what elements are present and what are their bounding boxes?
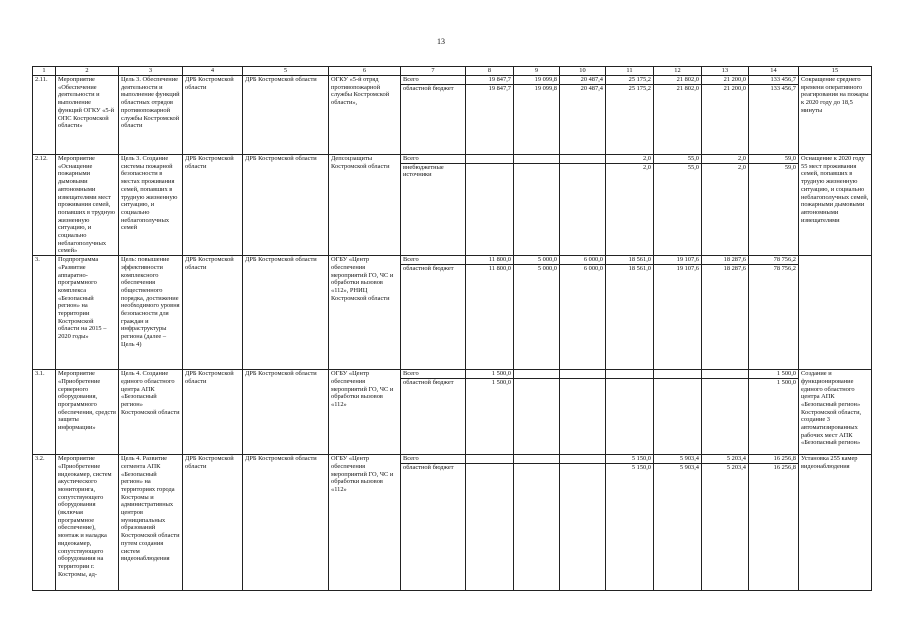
funding-source-cell — [401, 370, 466, 455]
column-header: 2 — [56, 67, 119, 76]
amount-value — [702, 378, 748, 387]
amount-cell — [749, 370, 799, 455]
amount-cell — [702, 155, 749, 256]
executor: ОГБУ «Центр обеспечения мероприятий ГО, ЧС и обработки вызовов «112» — [329, 370, 401, 455]
amount-value: 1 500,0 — [749, 378, 798, 387]
activity-name: Мероприятие «Приобретение видеокамер, систем акустического мониторинга, сопутствующего оборудования (включая программное обеспечение), монтаж и наладка видеокамер, сопутствующего оборудования на территории г. Костромы, ад- — [56, 455, 119, 591]
amount-value: 11 800,0 — [488, 256, 511, 264]
funding-source-cell — [401, 76, 466, 155]
responsible-executor: ДРБ Костромской области — [243, 155, 329, 256]
amount-cell — [466, 455, 514, 591]
responsible-executor: ДРБ Костромской области — [243, 455, 329, 591]
amount-value: 5 903,4 — [654, 463, 701, 472]
activity-name: Мероприятие «Приобретение серверного оборудования, программного обеспечения, средств защиты информации» — [56, 370, 119, 455]
funding-source: Всего — [403, 256, 419, 264]
amount-cell — [702, 256, 749, 370]
amount-value: 21 200,0 — [723, 76, 746, 83]
amount-value: 21 802,0 — [676, 76, 699, 83]
amount-value: 2,0 — [702, 163, 748, 172]
amount-value: 19 107,6 — [654, 264, 701, 273]
expected-result — [799, 256, 872, 370]
amount-value: 18 287,6 — [723, 256, 746, 264]
column-header: 14 — [749, 67, 799, 76]
amount-value: 25 175,2 — [628, 76, 651, 83]
amount-value: 78 756,2 — [749, 264, 798, 273]
amount-value: 78 756,2 — [773, 256, 796, 264]
amount-cell — [514, 155, 560, 256]
amount-cell — [560, 76, 606, 155]
row-number: 2.12. — [33, 155, 56, 256]
amount-value: 18 287,6 — [702, 264, 748, 273]
amount-value: 59,0 — [749, 163, 798, 172]
amount-value — [562, 455, 603, 463]
amount-cell — [466, 370, 514, 455]
column-number-row — [33, 67, 872, 76]
amount-value: 1 500,0 — [776, 370, 796, 378]
amount-value — [514, 163, 559, 172]
amount-value — [608, 370, 651, 378]
amount-value: 1 500,0 — [466, 378, 513, 387]
amount-cell — [749, 76, 799, 155]
amount-cell — [514, 76, 560, 155]
amount-cell — [560, 370, 606, 455]
amount-value — [468, 455, 511, 463]
responsible-executor: ДРБ Костромской области — [243, 76, 329, 155]
funding-source: Всего — [403, 455, 419, 463]
amount-cell — [749, 256, 799, 370]
column-header: 9 — [514, 67, 560, 76]
amount-value: 19 099,8 — [514, 84, 559, 93]
amount-value: 55,0 — [654, 163, 701, 172]
amount-value: 5 203,4 — [726, 455, 746, 463]
amount-value: 5 150,0 — [631, 455, 651, 463]
executor: Депсоцзащиты Костромской области — [329, 155, 401, 256]
amount-value — [516, 455, 557, 463]
amount-cell — [606, 455, 654, 591]
expected-result: Сокращение среднего времени оперативного реагирования на пожары к 2020 году до 18,5 минуты — [799, 76, 872, 155]
amount-value: 20 487,4 — [580, 76, 603, 83]
amount-value — [468, 155, 511, 163]
amount-cell — [606, 76, 654, 155]
table-row — [33, 455, 872, 591]
amount-value: 16 256,8 — [773, 455, 796, 463]
amount-value: 6 000,0 — [583, 256, 603, 264]
table-row — [33, 155, 872, 256]
amount-value — [466, 163, 513, 172]
amount-cell — [654, 370, 702, 455]
column-header: 12 — [654, 67, 702, 76]
amount-value — [514, 463, 559, 472]
table-row — [33, 370, 872, 455]
funding-source: областной бюджет — [401, 84, 465, 93]
amount-value — [704, 370, 746, 378]
amount-value — [656, 370, 699, 378]
amount-cell — [466, 256, 514, 370]
expected-result: Оснащение к 2020 году 55 мест проживания семей, попавших в трудную жизненную ситуацию, и социально неблагополучных семей, пожарными дымовыми автономными извещателями — [799, 155, 872, 256]
amount-value: 5 000,0 — [537, 256, 557, 264]
amount-value: 59,0 — [784, 155, 796, 162]
amount-cell — [654, 76, 702, 155]
responsible-executor: ДРБ Костромской области — [243, 256, 329, 370]
amount-value: 25 175,2 — [606, 84, 653, 93]
amount-value: 2,0 — [643, 155, 651, 162]
column-header: 13 — [702, 67, 749, 76]
amount-value — [562, 155, 603, 163]
amount-value: 6 000,0 — [560, 264, 605, 273]
amount-value: 21 200,0 — [702, 84, 748, 93]
row-number: 3. — [33, 256, 56, 370]
activity-name: Мероприятие «Обеспечение деятельности и выполнение функций ОГКУ «5-й ОПС Костромской области» — [56, 76, 119, 155]
amount-value — [560, 463, 605, 472]
amount-value: 11 800,0 — [466, 264, 513, 273]
activity-goal: Цель 4. Создание единого областного центра АПК «Безопасный регион» Костромской области — [119, 370, 183, 455]
amount-cell — [560, 155, 606, 256]
column-header: 7 — [401, 67, 466, 76]
column-header: 3 — [119, 67, 183, 76]
amount-cell — [749, 155, 799, 256]
funding-source-cell — [401, 155, 466, 256]
executor: ОГБУ «Центр обеспечения мероприятий ГО, ЧС и обработки вызовов «112» — [329, 455, 401, 591]
amount-value: 5 150,0 — [606, 463, 653, 472]
amount-cell — [514, 370, 560, 455]
column-header: 8 — [466, 67, 514, 76]
chief-administrator: ДРБ Костромской области — [183, 256, 243, 370]
amount-cell — [560, 455, 606, 591]
activity-goal: Цель 3. Создание системы пожарной безопасности в местах проживания семей, попавших в трудную жизненную ситуацию, и социально неблагополучных семей — [119, 155, 183, 256]
amount-value — [516, 370, 557, 378]
amount-value — [516, 155, 557, 163]
funding-source-cell — [401, 455, 466, 591]
funding-source-cell — [401, 256, 466, 370]
amount-value: 19 847,7 — [466, 84, 513, 93]
table-row — [33, 256, 872, 370]
chief-administrator: ДРБ Костромской области — [183, 76, 243, 155]
page-number: 13 — [437, 37, 445, 46]
column-header: 10 — [560, 67, 606, 76]
amount-value: 16 256,8 — [749, 463, 798, 472]
amount-cell — [466, 76, 514, 155]
amount-cell — [466, 155, 514, 256]
funding-source: внебюджетные источники — [401, 163, 465, 179]
amount-value — [654, 378, 701, 387]
column-header: 4 — [183, 67, 243, 76]
row-number: 3.2. — [33, 455, 56, 591]
amount-value: 5 903,4 — [679, 455, 699, 463]
expected-result: Установка 255 камер видеонаблюдения — [799, 455, 872, 591]
expected-result: Создание и функционирование единого областного центра АПК «Безопасный регион» Костромской области, создание 3 автоматизированных рабочих мест АПК «Безопасный регион» — [799, 370, 872, 455]
activity-goal: Цель 3. Обеспечение деятельности и выполнение функций областных отрядов противопожарной службы Костромской области — [119, 76, 183, 155]
amount-cell — [654, 256, 702, 370]
amount-cell — [606, 155, 654, 256]
amount-cell — [514, 455, 560, 591]
amount-value — [560, 163, 605, 172]
amount-cell — [702, 76, 749, 155]
program-table — [32, 66, 872, 591]
amount-value — [466, 463, 513, 472]
amount-value: 18 561,0 — [628, 256, 651, 264]
funding-source: Всего — [403, 155, 419, 162]
column-header: 15 — [799, 67, 872, 76]
amount-value: 19 107,6 — [676, 256, 699, 264]
amount-cell — [749, 455, 799, 591]
amount-cell — [702, 455, 749, 591]
funding-source: областной бюджет — [401, 378, 465, 387]
amount-value: 18 561,0 — [606, 264, 653, 273]
amount-cell — [606, 370, 654, 455]
chief-administrator: ДРБ Костромской области — [183, 455, 243, 591]
amount-value — [560, 378, 605, 387]
executor: ОГБУ «Центр обеспечения мероприятий ГО, ЧС и обработки вызовов «112», РНИЦ Костромской области — [329, 256, 401, 370]
amount-cell — [606, 256, 654, 370]
chief-administrator: ДРБ Костромской области — [183, 370, 243, 455]
amount-cell — [560, 256, 606, 370]
amount-value: 19 847,7 — [488, 76, 511, 83]
chief-administrator: ДРБ Костромской области — [183, 155, 243, 256]
row-number: 3.1. — [33, 370, 56, 455]
column-header: 5 — [243, 67, 329, 76]
amount-value: 5 000,0 — [514, 264, 559, 273]
column-header: 6 — [329, 67, 401, 76]
amount-value: 133 456,7 — [770, 76, 796, 83]
table-row — [33, 76, 872, 155]
amount-cell — [514, 256, 560, 370]
amount-value: 20 487,4 — [560, 84, 605, 93]
funding-source: Всего — [403, 370, 419, 378]
activity-goal: Цель 4. Развитие сегмента АПК «Безопасный регион» на территориях города Костромы и административных центров муниципальных образований Костромской области путем создания систем видеонаблюдения — [119, 455, 183, 591]
funding-source: Всего — [403, 76, 419, 83]
responsible-executor: ДРБ Костромской области — [243, 370, 329, 455]
amount-value: 1 500,0 — [491, 370, 511, 378]
amount-value: 55,0 — [687, 155, 699, 162]
activity-name: Подпрограмма «Развитие аппаратно-программного комплекса «Безопасный регион» на территории Костромской области на 2015 – 2020 годы» — [56, 256, 119, 370]
activity-name: Мероприятие «Оснащение пожарными дымовыми автономными извещателями мест проживания семей, попавших в трудную жизненную ситуацию, и социально неблагополучных семей» — [56, 155, 119, 256]
amount-value: 21 802,0 — [654, 84, 701, 93]
amount-value: 19 099,8 — [534, 76, 557, 83]
amount-value: 2,0 — [606, 163, 653, 172]
activity-goal: Цель: повышение эффективности комплексного обеспечения общественного порядка, достижение необходимого уровня безопасности для граждан и инфраструктуры региона (далее – Цель 4) — [119, 256, 183, 370]
amount-cell — [702, 370, 749, 455]
amount-value: 5 203,4 — [702, 463, 748, 472]
amount-value: 2,0 — [738, 155, 746, 162]
row-number: 2.11. — [33, 76, 56, 155]
executor: ОГКУ «5-й отряд противопожарной службы Костромской области», — [329, 76, 401, 155]
column-header: 11 — [606, 67, 654, 76]
funding-source: областной бюджет — [401, 264, 465, 273]
amount-cell — [654, 155, 702, 256]
funding-source: областной бюджет — [401, 463, 465, 472]
amount-value: 133 456,7 — [749, 84, 798, 93]
column-header: 1 — [33, 67, 56, 76]
amount-cell — [654, 455, 702, 591]
amount-value — [562, 370, 603, 378]
amount-value — [606, 378, 653, 387]
amount-value — [514, 378, 559, 387]
